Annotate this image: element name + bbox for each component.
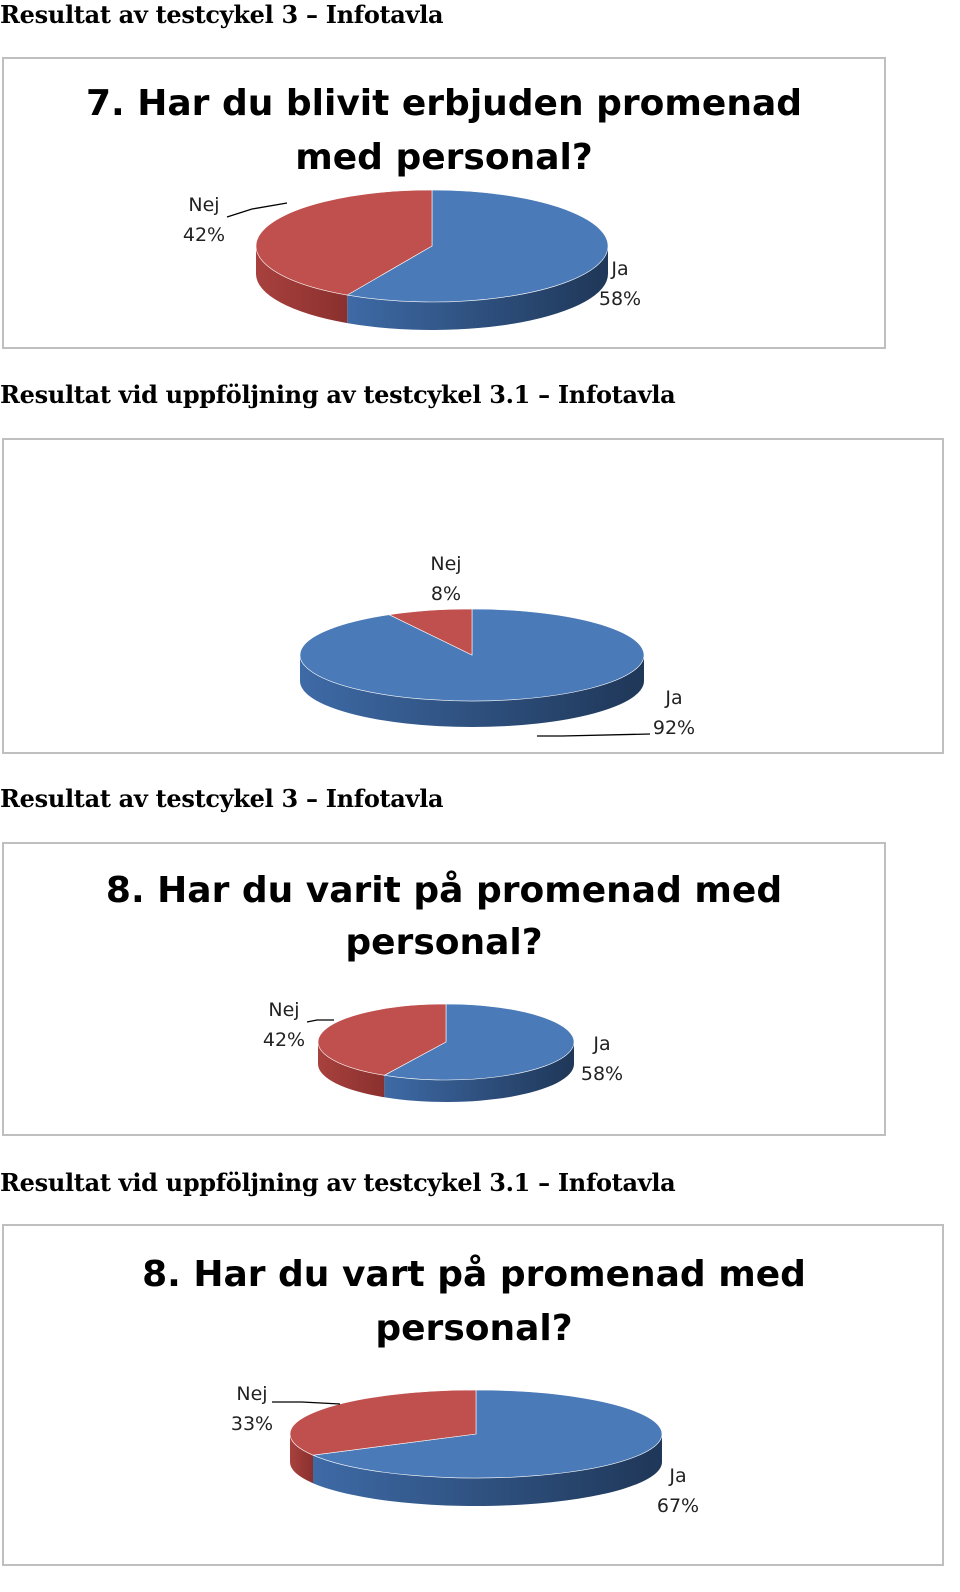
ja-percent-label: 58%: [598, 288, 642, 310]
chart-title-line: med personal?: [295, 137, 593, 178]
chart-frame: [2, 1224, 944, 1566]
section-heading: Resultat av testcykel 3 – Infotavla: [0, 0, 444, 29]
pie-chart: [4, 1226, 942, 1564]
nej-percent-label: 42%: [182, 224, 226, 246]
chart-title-line: personal?: [375, 1308, 573, 1349]
nej-label: Nej: [188, 194, 220, 216]
pie-chart: [4, 440, 942, 752]
chart-frame: [2, 842, 886, 1136]
ja-label: Ja: [593, 1033, 611, 1055]
ja-label: Ja: [611, 258, 629, 280]
pie-chart: [4, 844, 884, 1134]
nej-label: Nej: [236, 1383, 268, 1405]
ja-percent-label: 92%: [652, 717, 696, 739]
ja-label: Ja: [669, 1465, 687, 1487]
pie-chart: [4, 59, 884, 347]
nej-percent-label: 8%: [430, 583, 462, 605]
nej-percent-label: 42%: [262, 1029, 306, 1051]
label-leader-line: [272, 1402, 340, 1404]
chart-title-line: 8. Har du varit på promenad med: [105, 870, 783, 911]
label-leader-line: [537, 734, 650, 736]
section-heading: Resultat vid uppföljning av testcykel 3.1 – Infotavla: [0, 1168, 676, 1197]
nej-percent-label: 33%: [230, 1413, 274, 1435]
section-heading: Resultat av testcykel 3 – Infotavla: [0, 784, 444, 813]
chart-title-line: 8. Har du vart på promenad med: [142, 1254, 806, 1295]
ja-label: Ja: [665, 687, 683, 709]
chart-title-line: 7. Har du blivit erbjuden promenad: [85, 83, 803, 124]
ja-percent-label: 67%: [656, 1495, 700, 1517]
ja-percent-label: 58%: [580, 1063, 624, 1085]
chart-title-line: personal?: [345, 922, 543, 963]
chart-frame: [2, 57, 886, 349]
label-leader-line: [307, 1020, 334, 1022]
chart-frame: [2, 438, 944, 754]
nej-label: Nej: [430, 553, 462, 575]
label-leader-line: [227, 203, 287, 217]
section-heading: Resultat vid uppföljning av testcykel 3.1 – Infotavla: [0, 380, 676, 409]
nej-label: Nej: [268, 999, 300, 1021]
